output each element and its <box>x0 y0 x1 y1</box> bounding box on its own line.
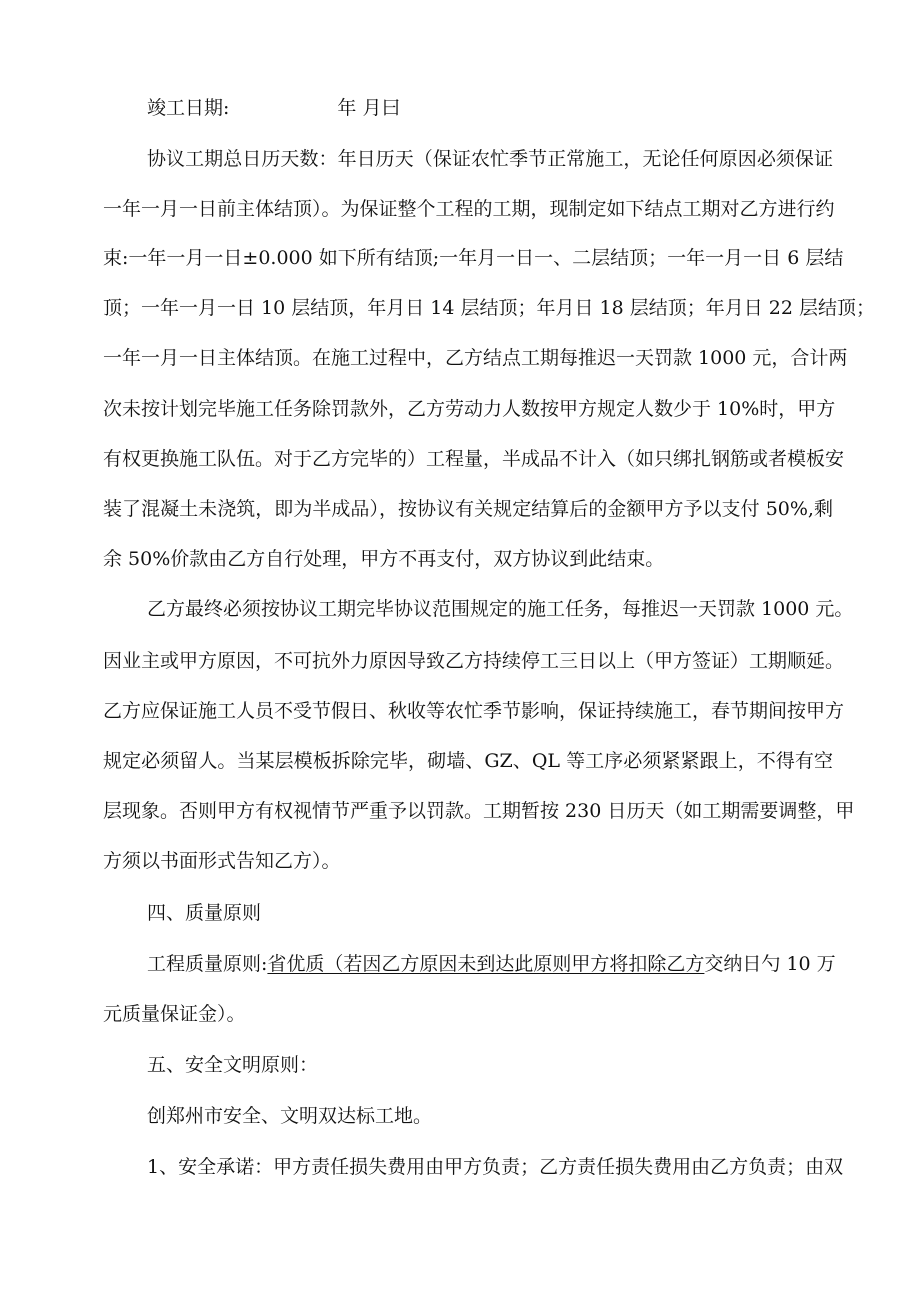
paragraph-line: 层现象。否则甲方有权视情节严重予以罚款。工期暂按 230 日历天（如工期需要调整，甲 <box>103 800 855 822</box>
quality-principle-line <box>147 952 836 976</box>
quality-rest-text: 交纳日勺 10 万 <box>704 953 836 975</box>
quality-underlined-text: 省优质（若因乙方原因未到达此原则甲方将扣除乙方 <box>267 953 705 975</box>
paragraph-line: 一年一月一日前主体结顶）。为保证整个工程的工期，现制定如下结点工期对乙方进行约 <box>103 198 835 220</box>
paragraph-line: 装了混凝土未浇筑，即为半成品），按协议有关规定结算后的金额甲方予以支付 50%,剩 <box>103 498 833 520</box>
completion-date-value: 年 月曰 <box>337 97 401 119</box>
completion-date-label: 竣工日期: <box>147 97 230 119</box>
section-heading-safety: 五、安全文明原则： <box>147 1054 319 1076</box>
paragraph-line: 顶；一年一月一日 10 层结顶，年月日 14 层结顶；年月日 18 层结顶；年月日 22 层结顶； <box>103 297 876 319</box>
paragraph-line: 元质量保证金）。 <box>103 1003 246 1025</box>
paragraph-line: 余 50%价款由乙方自行处理，甲方不再支付，双方协议到此结束。 <box>103 548 665 570</box>
paragraph-line: 乙方应保证施工人员不受节假日、秋收等农忙季节影响，保证持续施工，春节期间按甲方 <box>103 700 845 722</box>
paragraph-line: 协议工期总日历天数：年日历天（保证农忙季节正常施工，无论任何原因必须保证 <box>147 148 833 170</box>
paragraph-line: 次未按计划完毕施工任务除罚款外，乙方劳动力人数按甲方规定人数少于 10%时，甲方 <box>103 398 836 420</box>
paragraph-line: 因业主或甲方原因，不可抗外力原因导致乙方持续停工三日以上（甲方签证）工期顺延。 <box>103 650 845 672</box>
quality-label: 工程质量原则: <box>147 953 268 975</box>
paragraph-line: 有权更换施工队伍。对于乙方完毕的）工程量，半成品不计入（如只绑扎钢筋或者模板安 <box>103 448 845 470</box>
paragraph-line: 规定必须留人。当某层模板拆除完毕，砌墙、GZ、QL 等工序必须紧紧跟上，不得有空 <box>103 750 833 772</box>
paragraph-line: 1、安全承诺：甲方责任损失费用由甲方负责；乙方责任损失费用由乙方负责；由双 <box>147 1156 844 1178</box>
paragraph-line: 乙方最终必须按协议工期完毕协议范围规定的施工任务，每推迟一天罚款 1000 元。 <box>147 598 854 620</box>
paragraph-line: 创郑州市安全、文明双达标工地。 <box>147 1105 433 1127</box>
section-heading-quality: 四、质量原则 <box>147 902 262 924</box>
paragraph-line: 方须以书面形式告知乙方）。 <box>103 850 341 872</box>
paragraph-line: 束:一年一月一日±0.000 如下所有结顶;一年月一日一、二层结顶；一年一月一日 6 层结 <box>103 247 844 269</box>
completion-date-line <box>147 96 833 120</box>
paragraph-line: 一年一月一日主体结顶。在施工过程中，乙方结点工期每推迟一天罚款 1000 元，合计两 <box>103 347 848 369</box>
